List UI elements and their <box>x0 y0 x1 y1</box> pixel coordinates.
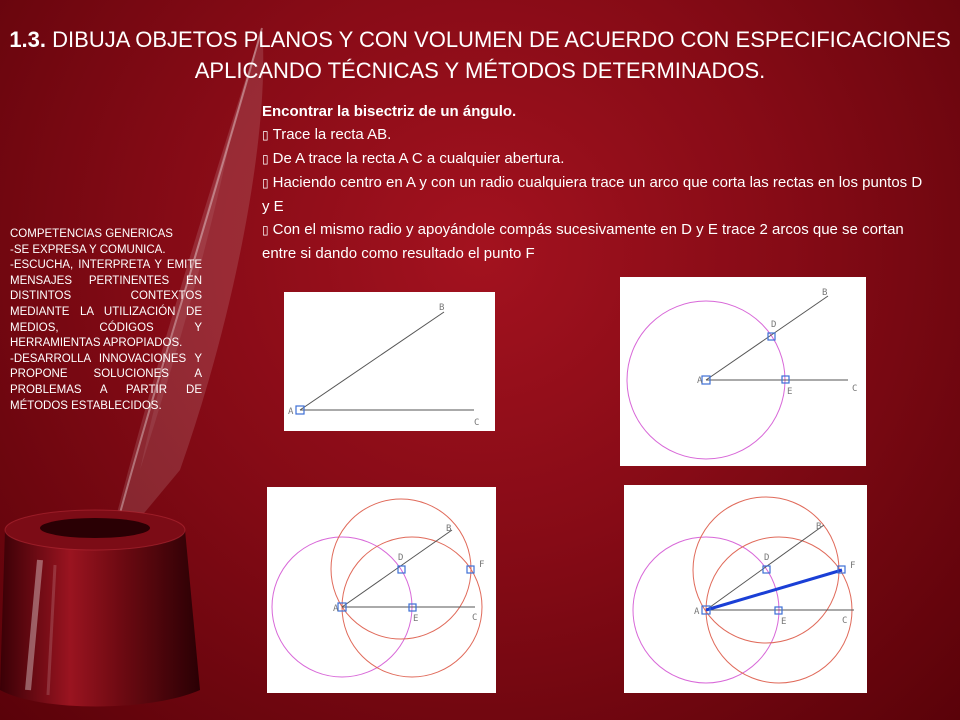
slide-title <box>0 24 960 86</box>
bisector-line <box>706 570 842 610</box>
step-item <box>262 123 932 147</box>
figure-step-1 <box>284 292 495 431</box>
step-text: De A trace la recta A C a cualquier abertura. <box>272 150 565 167</box>
label-b: B <box>446 524 452 534</box>
label-c: C <box>474 418 480 428</box>
title-text: DIBUJA OBJETOS PLANOS Y CON VOLUMEN DE ACUERDO CON ESPECIFICACIONES APLICANDO TÉCNICAS Y MÉTODOS DETERMINADOS. <box>52 27 951 83</box>
step-item <box>262 147 932 171</box>
label-d: D <box>764 553 770 563</box>
step-text: Haciendo centro en A y con un radio cualquiera trace un arco que corta las rectas en los puntos D y E <box>262 174 923 215</box>
competencias-line: -SE EXPRESA Y COMUNICA. <box>10 243 166 256</box>
label-b: B <box>439 303 445 313</box>
step-item <box>262 218 932 265</box>
competencias-line: -DESARROLLA INNOVACIONES Y PROPONE SOLUCIONES A PROBLEMAS A PARTIR DE MÉTODOS ESTABLECIDOS. <box>10 352 202 412</box>
bullet-icon: ▯ <box>262 152 269 166</box>
procedure-heading: Encontrar la bisectriz de un ángulo. <box>262 103 517 120</box>
bullet-icon: ▯ <box>262 223 269 237</box>
step-text: Con el mismo radio y apoyándole compás sucesivamente en D y E trace 2 arcos que se cortan entre si dando como resultado el punto F <box>262 221 904 262</box>
bullet-icon: ▯ <box>262 128 269 142</box>
label-f: F <box>479 560 485 570</box>
label-c: C <box>852 384 858 394</box>
figure-step-4 <box>624 485 867 693</box>
competencias-line: -ESCUCHA, INTERPRETA Y EMITE MENSAJES PERTINENTES EN DISTINTOS CONTEXTOS MEDIANTE LA UTILIZACIÓN DE MEDIOS, CÓDIGOS Y HERRAMIENTAS APROPIADOS. <box>10 259 202 350</box>
label-a: A <box>288 407 294 417</box>
bullet-icon: ▯ <box>262 176 269 190</box>
competencias-list <box>10 227 202 414</box>
label-c: C <box>842 616 848 626</box>
geometry-line <box>300 312 444 410</box>
label-c: C <box>472 613 478 623</box>
figure-step-3 <box>267 487 496 693</box>
label-a: A <box>697 376 703 386</box>
label-a: A <box>694 607 700 617</box>
geometry-line <box>342 530 452 607</box>
geometry-line <box>706 525 824 610</box>
compass-arc <box>693 497 839 643</box>
label-f: F <box>850 561 856 571</box>
label-b: B <box>816 522 822 532</box>
title-number: 1.3. <box>9 27 47 52</box>
label-e: E <box>787 387 793 397</box>
geometry-line <box>706 296 828 380</box>
step-item <box>262 171 932 218</box>
label-e: E <box>781 617 787 627</box>
label-b: B <box>822 288 828 298</box>
label-e: E <box>413 614 419 624</box>
figure-step-2 <box>620 277 866 466</box>
label-d: D <box>771 320 777 330</box>
label-d: D <box>398 553 404 563</box>
procedure-steps <box>262 100 932 265</box>
step-text: Trace la recta AB. <box>272 126 392 143</box>
label-a: A <box>333 604 339 614</box>
competencias-line: COMPETENCIAS GENERICAS <box>10 228 173 240</box>
